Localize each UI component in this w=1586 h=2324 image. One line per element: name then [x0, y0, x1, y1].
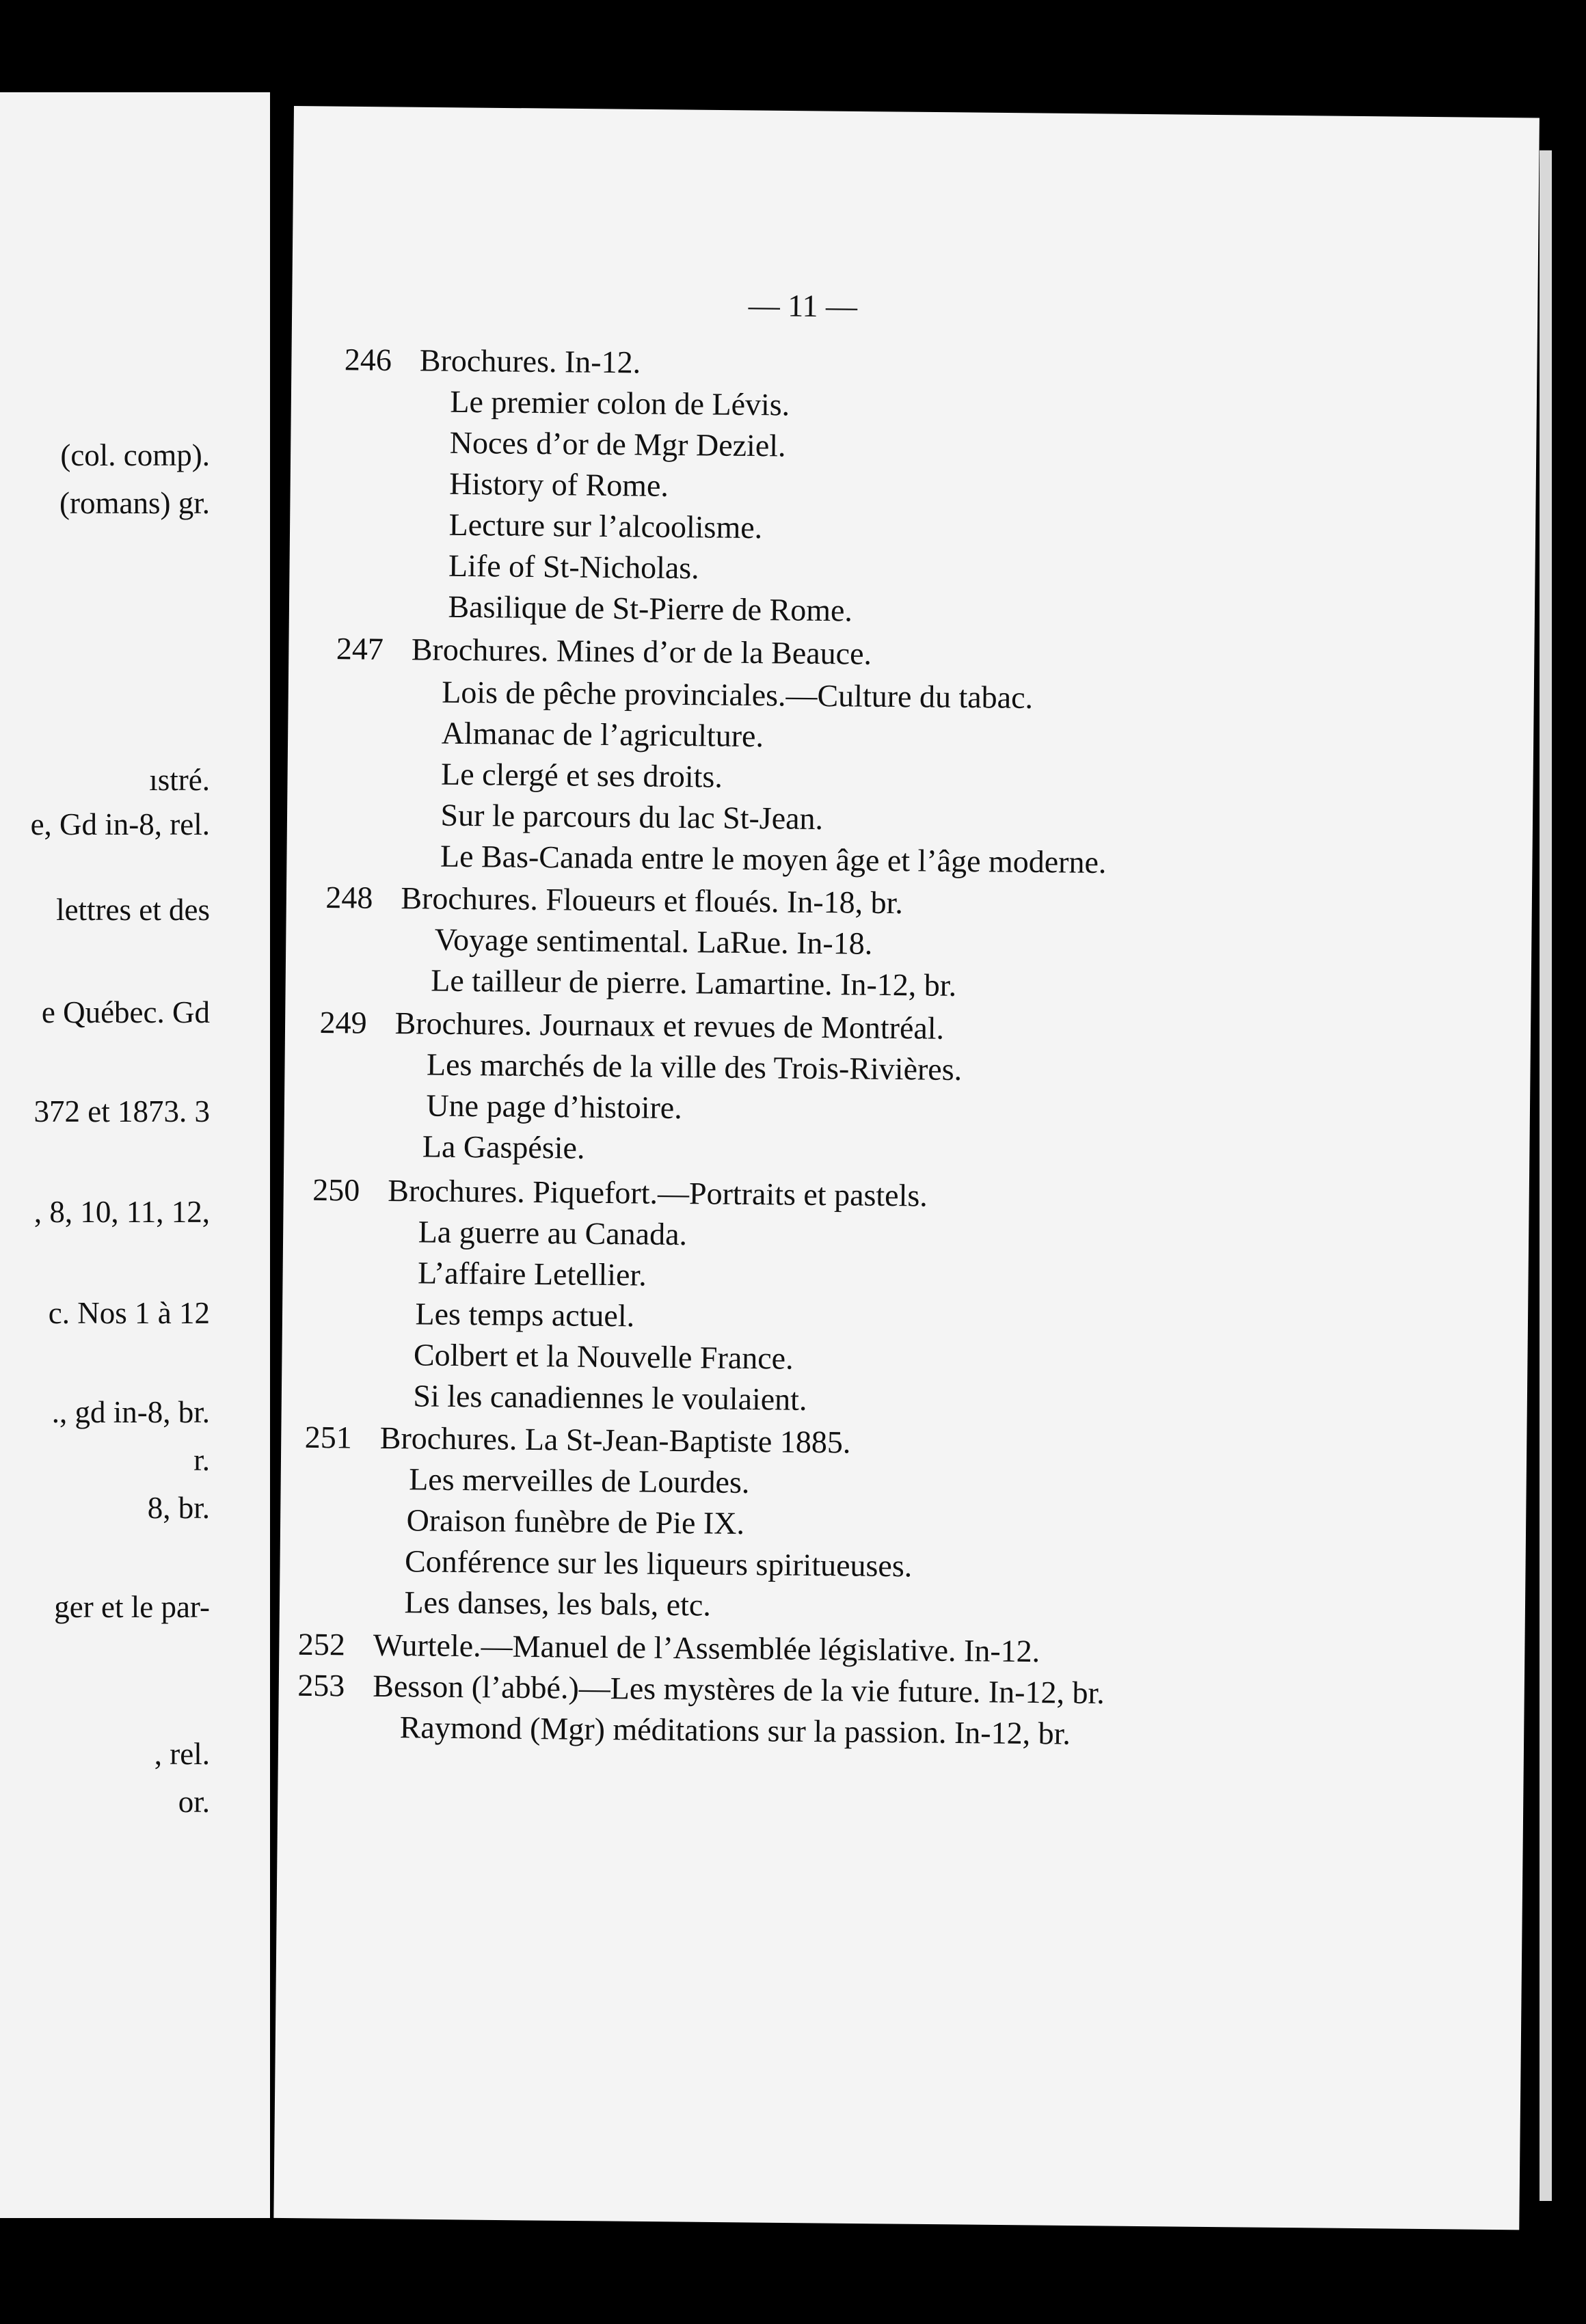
entry-text: Brochures. Journaux et revues de Montréal.	[394, 1005, 945, 1046]
catalog-entry	[441, 756, 723, 795]
entry-text: La guerre au Canada.	[418, 1214, 688, 1252]
catalog-entry	[435, 921, 873, 962]
entry-number: 253	[297, 1667, 345, 1703]
catalog-entry	[440, 797, 823, 837]
entry-text: Le Bas-Canada entre le moyen âge et l’âge moderne.	[440, 838, 1107, 880]
entry-text: Noces d’or de Mgr Deziel.	[449, 424, 786, 463]
entry-text: Lois de pêche provinciales.—Culture du tabac.	[442, 674, 1034, 715]
catalog-entry	[448, 589, 852, 629]
entry-text: Le tailleur de pierre. Lamartine. In-12, br.	[430, 962, 957, 1003]
entry-text: Une page d’histoire.	[426, 1087, 682, 1126]
entry-text: Brochures. Floueurs et floués. In-18, br.	[401, 880, 904, 921]
entry-text: Les merveilles de Lourdes.	[408, 1461, 750, 1500]
entry-text: Voyage sentimental. LaRue. In-18.	[434, 921, 873, 961]
entry-text: Almanac de l’agriculture.	[441, 715, 764, 754]
left-page-line: ıstré.	[149, 763, 210, 797]
entry-text: Basilique de St-Pierre de Rome.	[448, 589, 853, 628]
left-page-line: (romans) gr.	[59, 486, 210, 520]
entry-text: Besson (l’abbé.)—Les mystères de la vie future. In-12, br.	[373, 1668, 1105, 1711]
entry-number: 251	[304, 1419, 353, 1455]
entry-text: Brochures. In-12.	[419, 342, 641, 380]
entry-text: Brochures. La St-Jean-Baptiste 1885.	[379, 1420, 851, 1460]
catalog-entry	[319, 1004, 944, 1046]
entry-text: History of Rome.	[448, 465, 669, 503]
left-page-line: e Québec. Gd	[41, 995, 210, 1029]
left-page-line: , 8, 10, 11, 12,	[33, 1195, 210, 1229]
catalog-entry	[413, 1377, 807, 1418]
entry-number: 252	[297, 1626, 346, 1662]
left-page-line: 8, br.	[147, 1491, 210, 1525]
entry-text: Raymond (Mgr) méditations sur la passion. In-12, br.	[399, 1710, 1071, 1751]
entry-number: 246	[344, 342, 392, 377]
catalog-entry	[414, 1336, 794, 1376]
entry-text: Brochures. Piquefort.—Portraits et pastels.	[388, 1172, 928, 1213]
left-page-line: ger et le par-	[54, 1590, 210, 1624]
catalog-entry	[409, 1461, 750, 1500]
catalog-entry	[442, 674, 1033, 716]
entry-text: L’affaire Letellier.	[417, 1255, 647, 1293]
catalog-entry	[450, 383, 790, 423]
entry-text: Life of St-Nicholas.	[448, 548, 699, 586]
entry-number: 250	[312, 1172, 360, 1208]
entry-text: Sur le parcours du lac St-Jean.	[440, 797, 824, 837]
catalog-entry	[431, 962, 956, 1003]
catalog-entry	[297, 1667, 1105, 1711]
entry-text: Colbert et la Nouvelle France.	[413, 1337, 794, 1376]
left-page-line: r.	[193, 1443, 210, 1477]
catalog-entry	[325, 879, 903, 921]
entry-text: Les danses, les bals, etc.	[404, 1584, 712, 1623]
left-page-line: ., gd in-8, br.	[51, 1395, 210, 1429]
catalog-entry	[426, 1087, 682, 1126]
catalog-entry	[405, 1543, 913, 1584]
entry-text: La Gaspésie.	[422, 1129, 585, 1165]
entry-text: Si les canadiennes le voulaient.	[413, 1378, 807, 1417]
entry-text: Le clergé et ses droits.	[440, 756, 723, 794]
catalog-entry	[422, 1128, 585, 1165]
catalog-entry	[449, 465, 669, 504]
catalog-entry	[406, 1502, 744, 1541]
catalog-entry	[415, 1295, 634, 1334]
left-page-line: c. Nos 1 à 12	[48, 1296, 210, 1330]
entry-text: Les temps actuel.	[415, 1296, 635, 1334]
catalog-entry	[399, 1709, 1071, 1751]
catalog-entry	[441, 715, 764, 755]
entry-text: Conférence sur les liqueurs spiritueuses.	[404, 1543, 913, 1584]
entry-text: Brochures. Mines d’or de la Beauce.	[411, 632, 872, 671]
page-number: — 11 —	[748, 287, 858, 324]
catalog-entry	[418, 1254, 647, 1293]
entry-text: Wurtele.—Manuel de l’Assemblée législative. In-12.	[373, 1627, 1040, 1669]
catalog-entry	[418, 1213, 687, 1252]
left-page-line: (col. comp).	[60, 438, 210, 472]
left-page-line: , rel.	[154, 1737, 210, 1771]
left-page-line: lettres et des	[56, 893, 210, 927]
catalog-entry	[440, 838, 1107, 880]
entry-text: Le premier colon de Lévis.	[450, 383, 790, 422]
catalog-entry	[305, 1419, 851, 1461]
catalog-entry	[336, 630, 872, 672]
catalog-entry	[450, 424, 786, 464]
catalog-entry	[427, 1046, 963, 1087]
entry-number: 248	[325, 880, 373, 915]
entry-text: Oraison funèbre de Pie IX.	[406, 1502, 745, 1541]
catalog-entry	[404, 1584, 711, 1623]
catalog-entry	[345, 341, 641, 380]
left-page-line: or.	[178, 1785, 210, 1819]
entry-text: Lecture sur l’alcoolisme.	[448, 506, 763, 545]
entry-number: 247	[336, 631, 384, 666]
catalog-entry	[312, 1172, 928, 1214]
entry-text: Les marchés de la ville des Trois-Rivières.	[426, 1046, 963, 1087]
entry-number: 249	[319, 1004, 367, 1040]
left-page-line: 372 et 1873. 3	[33, 1094, 210, 1129]
catalog-entry	[448, 548, 699, 586]
left-page-line: e, Gd in-8, rel.	[30, 807, 210, 841]
catalog-entry	[448, 506, 762, 545]
catalog-entry	[298, 1626, 1040, 1669]
